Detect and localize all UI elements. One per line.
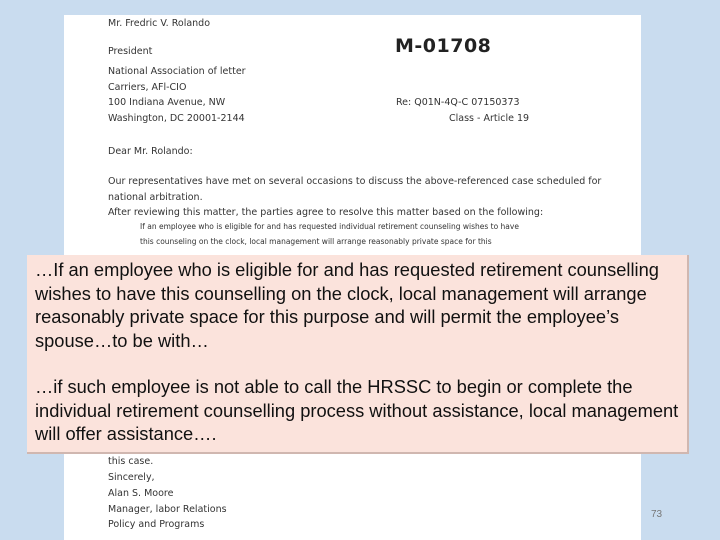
sign-off: Sincerely, (108, 472, 155, 483)
quote-callout (27, 255, 689, 454)
signature-name: Alan S. Moore (108, 488, 174, 499)
address-line: 100 Indiana Avenue, NW (108, 97, 226, 108)
quoted-line: this counseling on the clock, local management will arrange reasonably private space for this (140, 237, 492, 246)
signature-block (108, 486, 227, 533)
recipient-address (108, 64, 246, 126)
slide-page-number: 73 (651, 509, 663, 520)
recipient-title: President (108, 46, 153, 57)
recipient-name: Mr. Fredric V. Rolando (108, 18, 211, 29)
salutation: Dear Mr. Rolando: (108, 146, 193, 157)
document-number: M-01708 (395, 35, 492, 57)
address-line: National Association of letter (108, 66, 246, 77)
callout-quote-1: …If an employee who is eligible for and has requested retirement counselling wishes to have this counselling on the clock, local management will arrange reasonably private space for this purpose and will permit the employee’s spouse…to be with… (35, 259, 659, 352)
closing-fragment: this case. (108, 456, 154, 467)
body-line: After reviewing this matter, the parties agree to resolve this matter based on the following: (108, 207, 544, 218)
address-line: Washington, DC 20001-2144 (108, 112, 245, 124)
signature-dept: Policy and Programs (108, 519, 205, 530)
body-line: national arbitration. (108, 191, 203, 203)
re-line: Re: Q01N-4Q-C 07150373 (396, 97, 520, 108)
class-line: Class - Article 19 (449, 113, 530, 124)
quoted-line: If an employee who is eligible for and has requested individual retirement counseling wishes to have (140, 222, 519, 231)
address-line: Carriers, AFl-CIO (108, 81, 187, 93)
callout-quote-2: …if such employee is not able to call the HRSSC to begin or complete the individual retirement counselling process without assistance, local management will offer assistance…. (35, 376, 679, 445)
letter-body (108, 174, 601, 221)
signature-title: Manager, labor Relations (108, 503, 227, 515)
body-line: Our representatives have met on several occasions to discuss the above-referenced case scheduled for (108, 176, 602, 187)
